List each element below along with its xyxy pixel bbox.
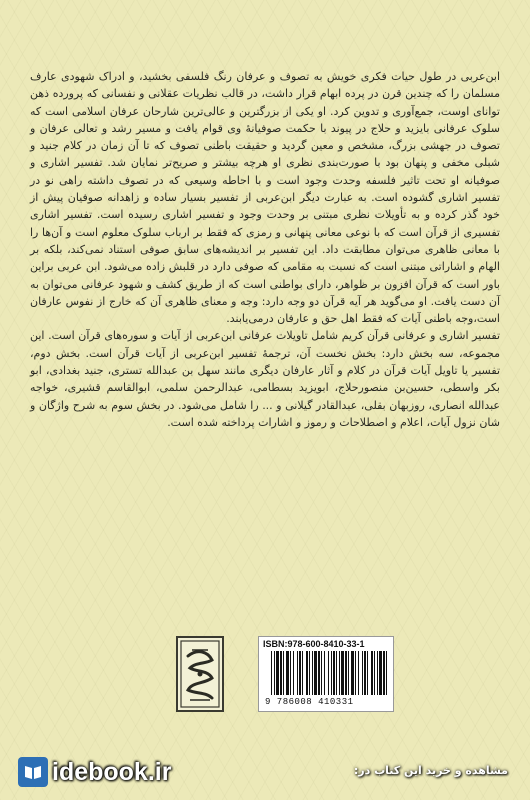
isbn-label: ISBN:978-600-8410-33-1 [263, 639, 365, 649]
watermark-caption: مشاهده و خرید این کتاب در: [353, 764, 508, 777]
watermark-brand: idebook.ir [52, 757, 172, 786]
paragraph-2: تفسیر اشاری و عرفانی قرآن کریم شامل تاویلات عرفانی ابن‌عربی از آیات و سوره‌های قرآن است. این مجموعه، سه بخش دارد: بخش نخست آن، ترجمهٔ تفسیر ابن‌عربی از آیات قرآن است. بخش دوم، تفسیر یا تاویل آیات قرآن در کلام و آثار عارفان دیگری مانند سهل بن عبدالله تستری، جنید بغدادی، ابو بکر واسطی، حسین‌بن منصورحلاج، ابویزید بسطامی، عبدالرحمن سلمی، ابوالقاسم قشیری، خواجه عبدالله انصاری، روزبهان بقلی، عبدالقادر گیلانی و ... را شامل می‌شود. در بخش سوم به شرح واژگان و شان نزول آیات، اعلام و اصطلاحات و رموز و اشارات پرداخته شده است. [30, 329, 500, 429]
publisher-logo [176, 636, 224, 712]
barcode-graphic [269, 651, 389, 695]
paragraph-1: ابن‌عربی در طول حیات فکری خویش به تصوف و عرفان رنگ فلسفی بخشید، و ادراک شهودی عارف مسلمان را که چندین قرن در پرده ابهام قرار داشت، در قالب نظریات عقلانی و نفسانی که پرورده ذهن توانای اوست، جمع‌آوری و تدوین کرد. او یکی از بزرگترین و عالی‌ترین شارحان عرفان اسلامی است که سلوک عرفانی بایزید و حلاج در پیوند با حکمت صوفیانهٔ وی قوام یافت و مسیر رشد و تعالی عرفان و تصوف در جهشی بزرگ، مشخص و معین گردید و حقیقت باطنی تصوف که تا آن زمان در کلام جنید و شبلی مخفی و پنهان بود با صورت‌بندی نظری او هرچه بیشتر و صریح‌تر نمایان شد. تفسیر اشاری و صوفیانه او تحت تاثیر فلسفه وحدت وجود است و با احاطه وسیعی که در تصوف داشته راهی نو در تفسیر اشاری گشوده است. به عبارت دیگر ابن‌عربی از تفسیر بسیار ساده و زاهدانه صوفیان پیش از خود گذر کرده و به تأویلات نظری مبتنی بر وحدت وجود و تفسیر اشاری رسیده است. تفسیر اشاری تفسیری از قرآن است که با نوعی معانی پنهانی و رمزی که فقط بر ارباب سلوک معلوم است و آن‌ها را با معانی ظاهری می‌توان مطابقت داد. این تفسیر بر اندیشه‌های سابق صوفی استناد نمی‌کند، بلکه بر الهام و اشاراتی مبتنی است که نسبت به مقامی که صوفی دارد در قلبش زاده می‌شود. ابن عربی براین باور است که قرآن افزون بر ظواهر، دارای بواطنی است که از طریق کشف و شهود عرفانی می‌توان به آن دست یافت. او می‌گوید هر آیه قرآن دو وجه دارد: وجه و معنای ظاهری آن که خارج از نفوس عارفان است،وجه باطنی آیات که فقط اهل حق و عارفان درمی‌یابند. [30, 70, 500, 326]
isbn-barcode [258, 636, 394, 712]
book-icon [18, 757, 48, 787]
barcode-number: 9 786008 410331 [265, 697, 354, 707]
watermark-logo[interactable] [18, 756, 171, 788]
calligraphy-seal-icon [178, 638, 222, 710]
back-cover-text [30, 68, 500, 431]
